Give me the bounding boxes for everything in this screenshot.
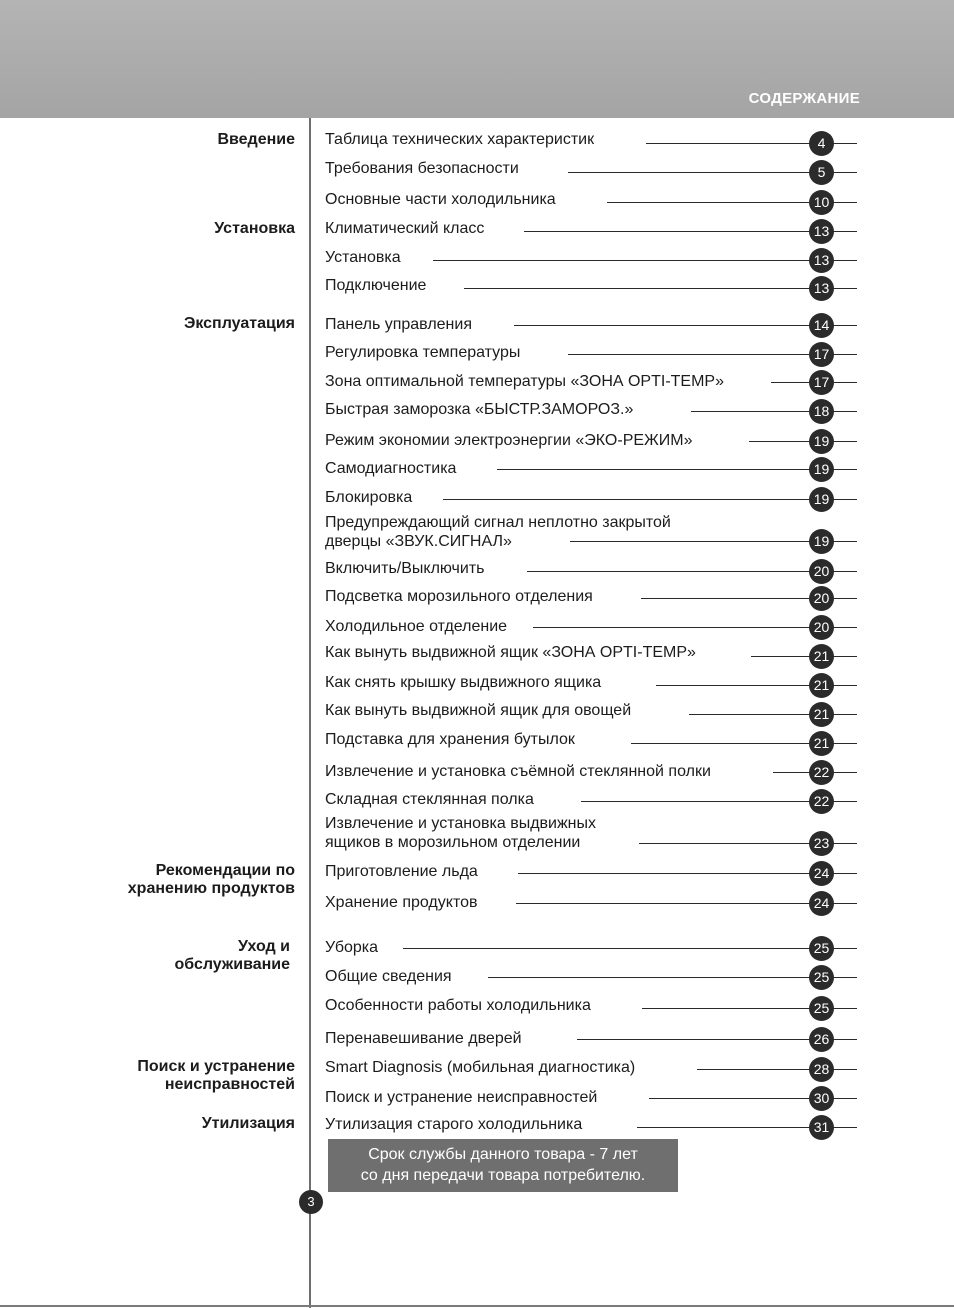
leader-line bbox=[443, 499, 857, 500]
page-number-badge: 5 bbox=[809, 160, 834, 185]
toc-entry-title[interactable] bbox=[325, 513, 671, 551]
service-life-note-line2: со дня передачи товара потребителю. bbox=[360, 1167, 646, 1184]
section-troubleshooting bbox=[137, 1058, 295, 1094]
leader-line bbox=[527, 571, 857, 572]
toc-entry-title[interactable]: Установка bbox=[325, 249, 401, 266]
page-number-badge: 14 bbox=[809, 313, 834, 338]
section-label-line1: Уход и bbox=[237, 938, 290, 955]
leader-line bbox=[403, 948, 857, 949]
page-header bbox=[0, 0, 954, 118]
vertical-divider bbox=[309, 118, 311, 1308]
leader-line bbox=[514, 325, 857, 326]
page-number-badge: 13 bbox=[809, 219, 834, 244]
section-label: Введение bbox=[217, 131, 295, 148]
toc-entry-title[interactable]: Как вынуть выдвижной ящик для овощей bbox=[325, 702, 632, 719]
page-number-badge: 25 bbox=[809, 936, 834, 961]
page-number-badge: 4 bbox=[809, 131, 834, 156]
page-number-badge: 21 bbox=[809, 644, 834, 669]
leader-line bbox=[524, 231, 857, 232]
page-number-badge: 28 bbox=[809, 1057, 834, 1082]
section-label: Установка bbox=[214, 220, 295, 237]
toc-entry-title[interactable]: Особенности работы холодильника bbox=[325, 997, 591, 1014]
page-number-badge: 20 bbox=[809, 586, 834, 611]
toc-entry-title[interactable]: Самодиагностика bbox=[325, 460, 457, 477]
toc-entry-title[interactable]: Подсветка морозильного отделения bbox=[325, 588, 593, 605]
toc-entry-title[interactable]: Включить/Выключить bbox=[325, 560, 485, 577]
section-label-line2: обслуживание bbox=[174, 956, 290, 973]
section-label-line1: Рекомендации по bbox=[155, 862, 295, 879]
toc-entry-title[interactable]: Панель управления bbox=[325, 316, 472, 333]
toc-entry-title[interactable]: Как вынуть выдвижной ящик «ЗОНА OPTI-TEMP» bbox=[325, 644, 696, 661]
page-number-badge: 30 bbox=[809, 1086, 834, 1111]
page-number-badge: 17 bbox=[809, 370, 834, 395]
toc-entry-title[interactable]: Требования безопасности bbox=[325, 160, 519, 177]
section-operation bbox=[184, 315, 295, 333]
leader-line bbox=[749, 441, 857, 442]
toc-entry-title-line1: Извлечение и установка выдвижных bbox=[325, 815, 597, 832]
section-label: Эксплуатация bbox=[183, 315, 295, 332]
toc-entry-title[interactable]: Таблица технических характеристик bbox=[325, 131, 595, 148]
page-number-badge: 31 bbox=[809, 1115, 834, 1140]
toc-entry-title[interactable]: Извлечение и установка съёмной стеклянной полки bbox=[325, 763, 711, 780]
page-number-badge: 19 bbox=[809, 487, 834, 512]
toc-entry-title[interactable]: Быстрая заморозка «БЫСТР.ЗАМОРОЗ.» bbox=[325, 401, 634, 418]
section-label-line1: Поиск и устранение bbox=[137, 1058, 295, 1075]
toc-entry-title[interactable]: Smart Diagnosis (мобильная диагностика) bbox=[325, 1059, 636, 1076]
page-number-badge: 22 bbox=[809, 789, 834, 814]
page-number-badge: 24 bbox=[809, 861, 834, 886]
page-number-badge: 19 bbox=[809, 457, 834, 482]
toc-entry-title[interactable]: Поиск и устранение неисправностей bbox=[325, 1089, 598, 1106]
leader-line bbox=[518, 873, 857, 874]
toc-entry-title[interactable]: Подставка для хранения бутылок bbox=[325, 731, 575, 748]
page-number-badge: 21 bbox=[809, 702, 834, 727]
toc-entry-title[interactable]: Складная стеклянная полка bbox=[325, 791, 534, 808]
toc-entry-title[interactable]: Блокировка bbox=[325, 489, 413, 506]
toc-entry-title[interactable]: Хранение продуктов bbox=[325, 894, 478, 911]
page-number-badge: 17 bbox=[809, 342, 834, 367]
page-number-badge: 19 bbox=[809, 429, 834, 454]
toc-entry-title[interactable]: Основные части холодильника bbox=[325, 191, 556, 208]
toc-entry-title[interactable]: Режим экономии электроэнергии «ЭКО-РЕЖИМ» bbox=[325, 432, 693, 449]
page-number-badge: 19 bbox=[809, 529, 834, 554]
section-introduction bbox=[217, 131, 295, 149]
toc-entry-title[interactable]: Климатический класс bbox=[325, 220, 485, 237]
page-number-badge: 21 bbox=[809, 731, 834, 756]
toc-entry-title[interactable]: Уборка bbox=[325, 939, 379, 956]
section-installation bbox=[214, 220, 295, 238]
page-number-badge: 23 bbox=[809, 831, 834, 856]
page-number-badge: 13 bbox=[809, 276, 834, 301]
leader-line bbox=[488, 977, 857, 978]
page-number-badge: 25 bbox=[809, 965, 834, 990]
leader-line bbox=[497, 469, 857, 470]
page-number-badge: 13 bbox=[809, 248, 834, 273]
service-life-note bbox=[328, 1139, 678, 1192]
leader-line bbox=[516, 903, 857, 904]
bottom-divider bbox=[0, 1305, 954, 1307]
toc-entry-title[interactable]: Перенавешивание дверей bbox=[325, 1030, 522, 1047]
leader-line bbox=[433, 260, 857, 261]
section-label-line2: неисправностей bbox=[164, 1076, 295, 1093]
leader-line bbox=[464, 288, 857, 289]
page-number-badge: 18 bbox=[809, 399, 834, 424]
section-disposal bbox=[202, 1115, 295, 1133]
page-number-badge: 26 bbox=[809, 1027, 834, 1052]
page-number-badge: 22 bbox=[809, 760, 834, 785]
section-label-line2: хранению продуктов bbox=[127, 880, 295, 897]
toc-entry-title[interactable]: Зона оптимальной температуры «ЗОНА OPTI-TEMP» bbox=[325, 373, 724, 390]
toc-entry-title[interactable]: Общие сведения bbox=[325, 968, 452, 985]
leader-line bbox=[751, 656, 857, 657]
toc-entry-title-line1: Предупреждающий сигнал неплотно закрытой bbox=[325, 514, 671, 531]
page-number-badge: 21 bbox=[809, 673, 834, 698]
page-number-badge: 25 bbox=[809, 996, 834, 1021]
page-number-badge: 20 bbox=[809, 615, 834, 640]
page-number-badge: 20 bbox=[809, 559, 834, 584]
toc-entry-title-line2: дверцы «ЗВУК.СИГНАЛ» bbox=[325, 533, 512, 550]
page-number: 3 bbox=[299, 1190, 323, 1214]
section-food-storage bbox=[128, 862, 295, 898]
toc-entry-title[interactable] bbox=[325, 814, 596, 852]
toc-entry-title[interactable]: Подключение bbox=[325, 277, 427, 294]
service-life-note-line1: Срок службы данного товара - 7 лет bbox=[368, 1146, 638, 1163]
header-title: СОДЕРЖАНИЕ bbox=[748, 90, 860, 107]
toc-entry-title[interactable]: Регулировка температуры bbox=[325, 344, 521, 361]
toc-entry-title[interactable]: Утилизация старого холодильника bbox=[325, 1116, 583, 1133]
toc-entry-title[interactable]: Приготовление льда bbox=[325, 863, 478, 880]
section-label: Утилизация bbox=[201, 1115, 295, 1132]
toc-entry-title-line2: ящиков в морозильном отделении bbox=[325, 834, 581, 851]
section-care bbox=[175, 938, 291, 974]
page-number-badge: 10 bbox=[809, 190, 834, 215]
page-number-badge: 24 bbox=[809, 891, 834, 916]
toc-entry-title[interactable]: Холодильное отделение bbox=[325, 618, 508, 635]
toc-entry-title[interactable]: Как снять крышку выдвижного ящика bbox=[325, 674, 602, 691]
